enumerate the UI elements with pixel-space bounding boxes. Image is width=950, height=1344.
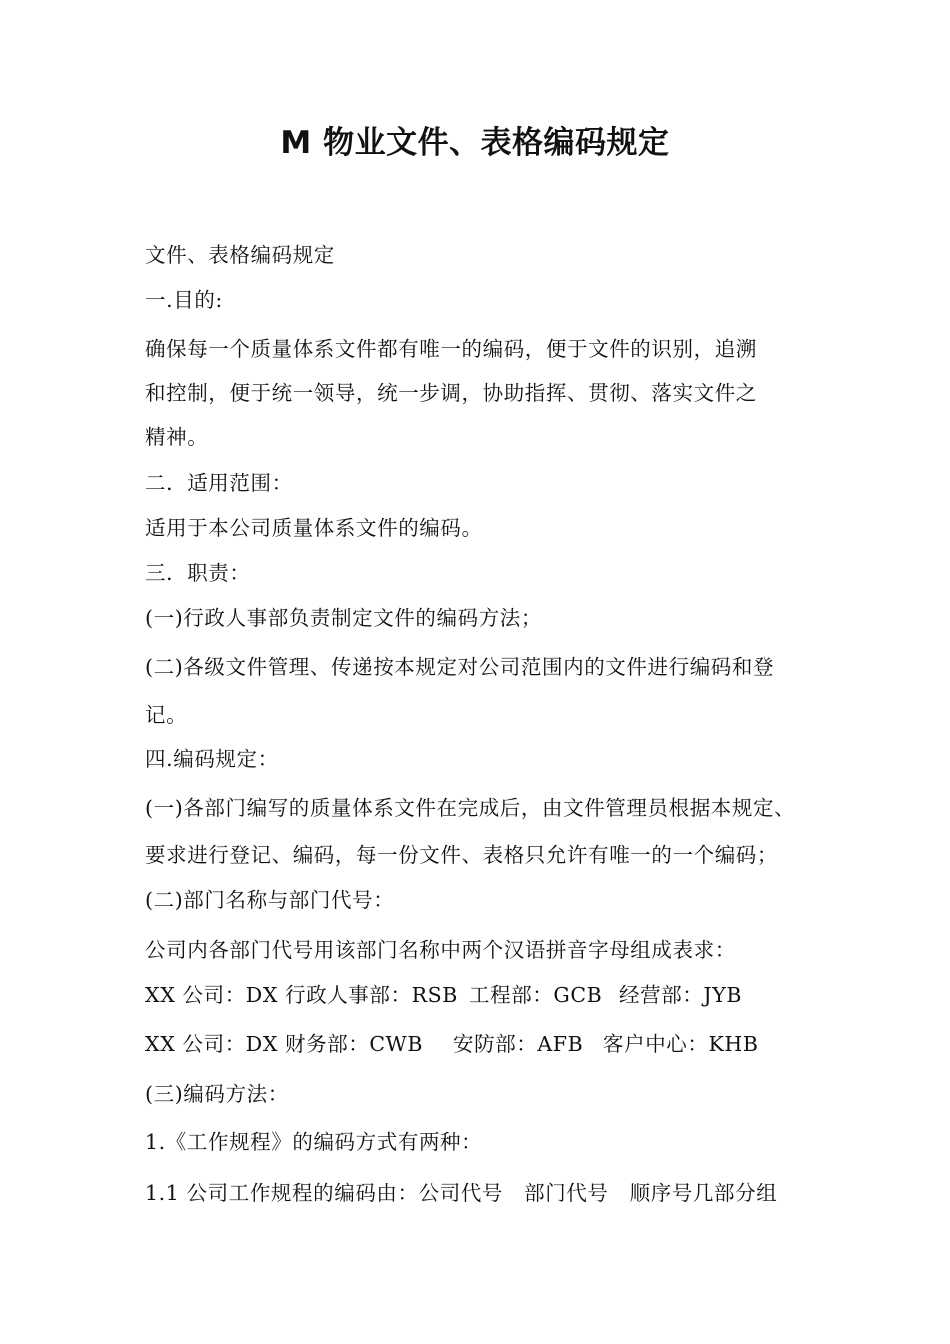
section-heading-scope: 二．适用范围： — [145, 471, 293, 495]
department-code: XX 公司：DX — [145, 983, 279, 1007]
paragraph-line: (二)部门名称与部门代号： — [145, 888, 395, 912]
paragraph-line: 适用于本公司质量体系文件的编码。 — [145, 516, 483, 540]
paragraph-line: 精神。 — [145, 425, 209, 449]
paragraph-line: 要求进行登记、编码，每一份文件、表格只允许有唯一的一个编码； — [145, 843, 778, 867]
paragraph-line: 确保每一个质量体系文件都有唯一的编码，便于文件的识别，追溯 — [145, 337, 757, 361]
department-code: XX 公司：DX — [145, 1032, 279, 1056]
department-code: 工程部：GCB — [469, 983, 603, 1007]
paragraph-line: 公司内各部门代号用该部门名称中两个汉语拼音字母组成表求： — [145, 938, 736, 962]
paragraph-line: (一)各部门编写的质量体系文件在完成后，由文件管理员根据本规定、 — [145, 796, 796, 820]
department-codes-row — [145, 980, 742, 1010]
paragraph-line: 和控制，便于统一领导，统一步调，协助指挥、贯彻、落实文件之 — [145, 381, 757, 405]
document-title: M 物业文件、表格编码规定 — [280, 125, 670, 161]
department-code: 财务部：CWB — [285, 1032, 424, 1056]
subsection-heading: (三)编码方法： — [145, 1082, 289, 1106]
department-code: 安防部：AFB — [453, 1032, 584, 1056]
section-heading-purpose: 一.目的: — [145, 288, 223, 312]
department-code: 行政人事部：RSB — [285, 983, 458, 1007]
section-heading-coding-rules: 四.编码规定： — [145, 747, 279, 771]
department-code: 经营部：JYB — [619, 983, 743, 1007]
paragraph-line: 记。 — [145, 703, 188, 727]
subtitle-line: 文件、表格编码规定 — [145, 243, 335, 267]
department-codes-row — [145, 1029, 759, 1059]
section-heading-duties: 三．职责： — [145, 561, 251, 585]
paragraph-line: (二)各级文件管理、传递按本规定对公司范围内的文件进行编码和登 — [145, 655, 775, 679]
paragraph-line: 1.1 公司工作规程的编码由：公司代号 部门代号 顺序号几部分组 — [145, 1181, 778, 1205]
department-code: 客户中心：KHB — [603, 1032, 759, 1056]
paragraph-line: 1.《工作规程》的编码方式有两种： — [145, 1130, 483, 1154]
paragraph-line: (一)行政人事部负责制定文件的编码方法； — [145, 606, 542, 630]
